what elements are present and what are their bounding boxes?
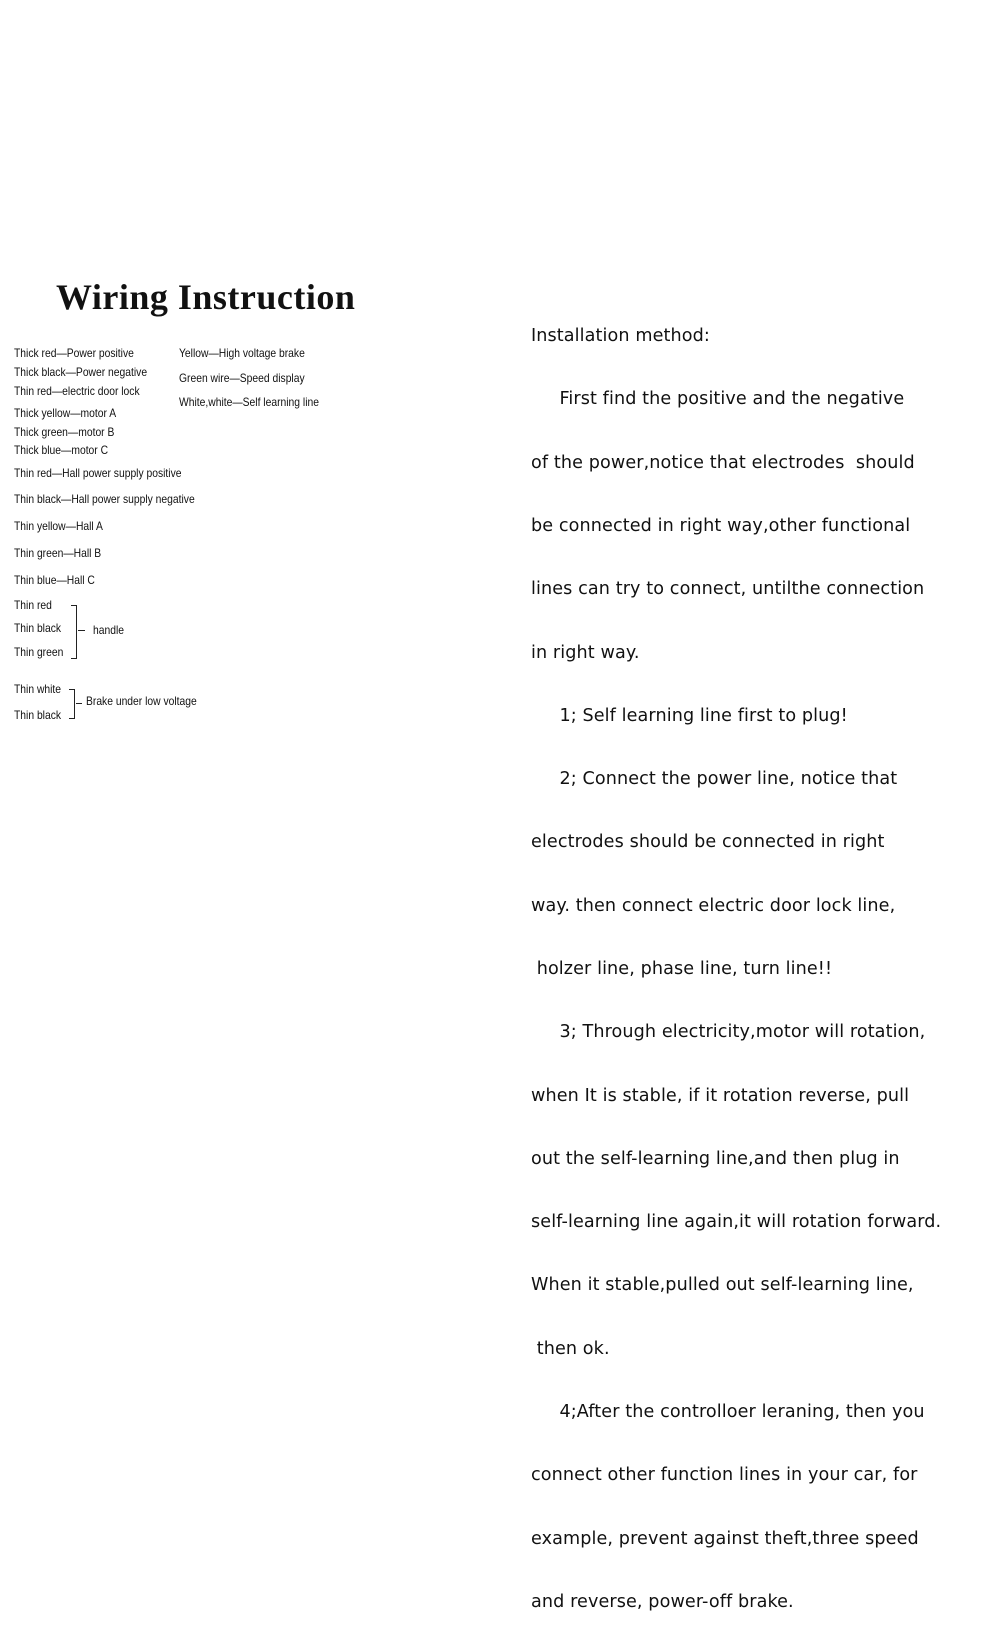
- wire-label: Thick green—motor B: [14, 425, 115, 439]
- installation-line: be connected in right way,other functional: [531, 516, 911, 537]
- installation-line: When it stable,pulled out self-learning line,: [531, 1275, 914, 1296]
- wire-label: Thin blue—Hall C: [14, 573, 95, 587]
- installation-line: 3; Through electricity,motor will rotation,: [531, 1022, 926, 1043]
- wire-label: Thick black—Power negative: [14, 365, 148, 379]
- installation-line: First find the positive and the negative: [531, 389, 905, 410]
- installation-line: then ok.: [531, 1338, 610, 1359]
- wire-label: Thick blue—motor C: [14, 443, 109, 457]
- installation-line: self-learning line again,it will rotation forward.: [531, 1212, 942, 1233]
- wire-label: Thin green: [14, 645, 64, 659]
- installation-line: electrodes should be connected in right: [531, 832, 885, 853]
- wire-label: Thin red—electric door lock: [14, 384, 140, 398]
- installation-line: connect other function lines in your car, for: [531, 1465, 918, 1486]
- wire-label: Thin green—Hall B: [14, 546, 102, 560]
- installation-line: way. then connect electric door lock line,: [531, 895, 896, 916]
- installation-line: 2; Connect the power line, notice that: [531, 769, 898, 790]
- wire-label: Thick red—Power positive: [14, 346, 134, 360]
- page-title: Wiring Instruction: [56, 277, 356, 317]
- installation-line: of the power,notice that electrodes should: [531, 452, 915, 473]
- installation-method-text: [531, 284, 941, 1634]
- wire-label: Yellow—High voltage brake: [179, 346, 305, 360]
- installation-line: 4;After the controlloer leraning, then you: [531, 1401, 925, 1422]
- brake-bracket-tick: [76, 703, 82, 704]
- wire-label: Green wire—Speed display: [179, 371, 305, 385]
- wire-label: Thin red—Hall power supply positive: [14, 466, 182, 480]
- wire-label: Thin black: [14, 621, 62, 635]
- installation-line: in right way.: [531, 642, 640, 663]
- group-label: Brake under low voltage: [86, 694, 197, 708]
- brake-bracket: [69, 689, 75, 719]
- wire-label: Thin black—Hall power supply negative: [14, 492, 195, 506]
- group-label: handle: [93, 623, 125, 637]
- installation-line: lines can try to connect, untilthe connection: [531, 579, 925, 600]
- installation-line: example, prevent against theft,three speed: [531, 1528, 919, 1549]
- installation-line: holzer line, phase line, turn line!!: [531, 959, 833, 979]
- installation-line: and reverse, power-off brake.: [531, 1591, 794, 1612]
- installation-line: 1; Self learning line first to plug!: [531, 705, 848, 726]
- handle-bracket-tick: [78, 630, 85, 631]
- wire-label: Thin yellow—Hall A: [14, 519, 103, 533]
- wire-label: Thin white: [14, 682, 62, 696]
- wire-label: White,white—Self learning line: [179, 395, 319, 409]
- installation-line: when It is stable, if it rotation reverse, pull: [531, 1085, 910, 1106]
- handle-bracket: [71, 605, 77, 659]
- wire-label: Thick yellow—motor A: [14, 406, 117, 420]
- wire-label: Thin red: [14, 598, 52, 612]
- wire-label: Thin black: [14, 708, 62, 722]
- installation-line: out the self-learning line,and then plug in: [531, 1148, 900, 1169]
- installation-heading: Installation method:: [531, 326, 710, 347]
